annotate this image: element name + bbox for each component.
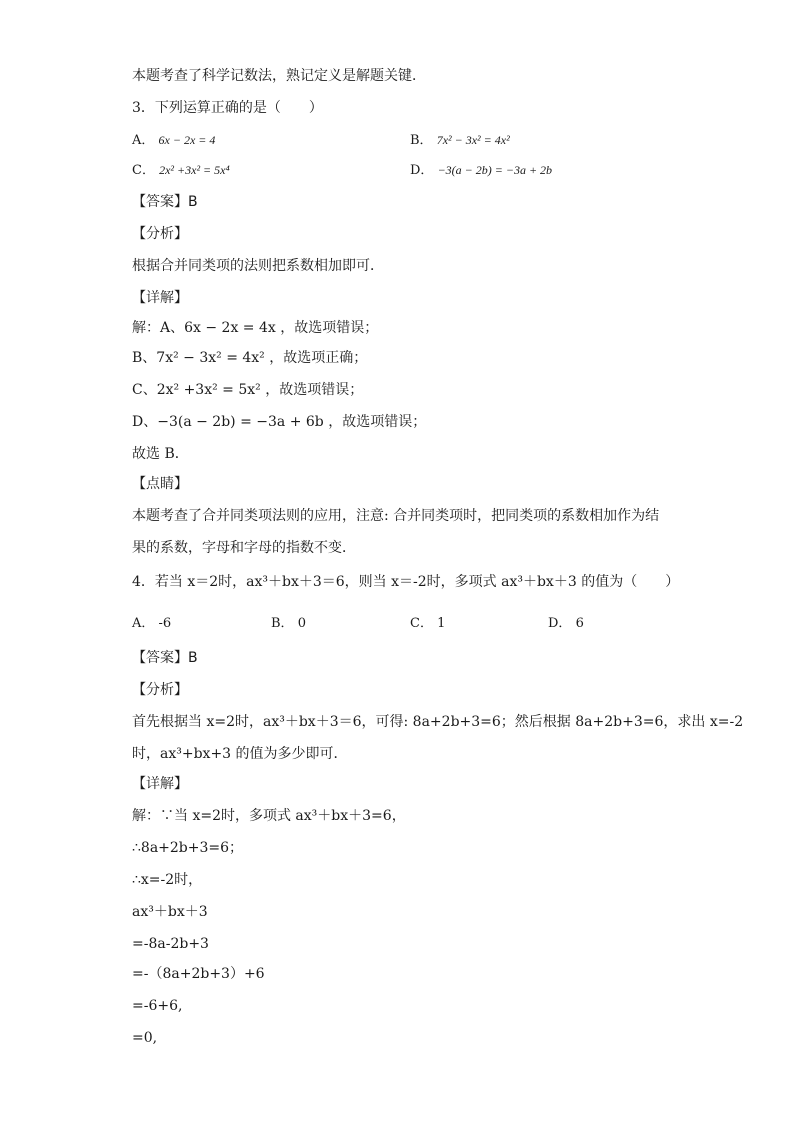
option-expression: 6x − 2x = 4 <box>158 133 216 147</box>
option-expression: 2x² +3x² = 5x⁴ <box>159 163 230 177</box>
q4-detail-line: ax³＋bx＋3 <box>132 904 208 920</box>
option-value: -6 <box>158 616 172 631</box>
q3-detail-line: C、2x² +3x² = 5x² ，故选项错误； <box>132 382 364 398</box>
q3-detail-line: D、−3(a − 2b) = −3a + 6b ，故选项错误； <box>132 414 427 430</box>
q4-option-c <box>410 614 445 634</box>
q3-analysis-tag: 【分析】 <box>132 226 188 242</box>
question-4-stem: 4．若当 x＝2时，ax³＋bx＋3＝6，则当 x＝-2时，多项式 ax³＋bx＋3 的值为（ ） <box>132 574 680 590</box>
q3-option-d <box>410 160 552 181</box>
option-label: B． <box>410 133 433 148</box>
option-label: C． <box>410 616 433 631</box>
option-value: 1 <box>437 616 446 631</box>
option-label: C． <box>132 163 155 178</box>
q4-analysis-tag: 【分析】 <box>132 682 188 698</box>
q4-detail-tag: 【详解】 <box>132 776 188 792</box>
q3-comment-line: 本题考查了合并同类项法则的应用，注意: 合并同类项时，把同类项的系数相加作为结 <box>132 508 660 524</box>
q3-detail-line: 故选 B． <box>132 446 189 462</box>
option-value: 0 <box>297 616 306 631</box>
q3-comment-line: 果的系数，字母和字母的指数不变． <box>132 540 356 556</box>
option-label: A． <box>132 133 155 148</box>
option-label: B． <box>271 616 294 631</box>
q3-option-a <box>132 130 215 151</box>
question-3-stem: 3．下列运算正确的是（ ） <box>132 100 323 116</box>
q4-option-a <box>132 614 171 634</box>
option-expression: 7x² − 3x² = 4x² <box>436 133 510 147</box>
q4-detail-line: =-（8a+2b+3）+6 <box>132 966 265 982</box>
option-label: A． <box>132 616 155 631</box>
q4-option-d <box>548 614 584 634</box>
q4-analysis-line: 时，ax³+bx+3 的值为多少即可． <box>132 746 348 762</box>
q3-comment-tag: 【点睛】 <box>132 476 188 492</box>
q3-analysis-text: 根据合并同类项的法则把系数相加即可． <box>132 258 384 274</box>
q3-answer: 【答案】B <box>132 194 198 210</box>
q4-option-b <box>271 614 306 634</box>
q3-detail-tag: 【详解】 <box>132 290 188 306</box>
q3-option-c <box>132 160 230 181</box>
q4-detail-line: ∴x=-2时， <box>132 872 203 888</box>
q4-detail-line: =0, <box>132 1030 158 1046</box>
q4-detail-line: =-8a-2b+3 <box>132 936 209 952</box>
q4-answer: 【答案】B <box>132 650 198 666</box>
q4-analysis-line: 首先根据当 x=2时，ax³＋bx＋3＝6，可得: 8a+2b+3=6；然后根据 8a+2b+3=6，求出 x=-2 <box>132 714 744 730</box>
q3-option-b <box>410 130 510 151</box>
intro-text: 本题考查了科学记数法，熟记定义是解题关键． <box>132 68 426 84</box>
option-label: D． <box>548 616 572 631</box>
q4-detail-line: =-6+6, <box>132 998 183 1014</box>
q3-detail-line: 解：A、6x − 2x = 4x ，故选项错误； <box>132 320 379 336</box>
q4-detail-line: ∴8a+2b+3=6； <box>132 840 244 856</box>
option-label: D． <box>410 163 434 178</box>
option-expression: −3(a − 2b) = −3a + 2b <box>437 163 553 177</box>
q4-detail-line: 解：∵当 x=2时，多项式 ax³＋bx＋3=6， <box>132 808 406 824</box>
q3-detail-line: B、7x² − 3x² = 4x² ，故选项正确； <box>132 350 368 366</box>
option-value: 6 <box>575 616 584 631</box>
